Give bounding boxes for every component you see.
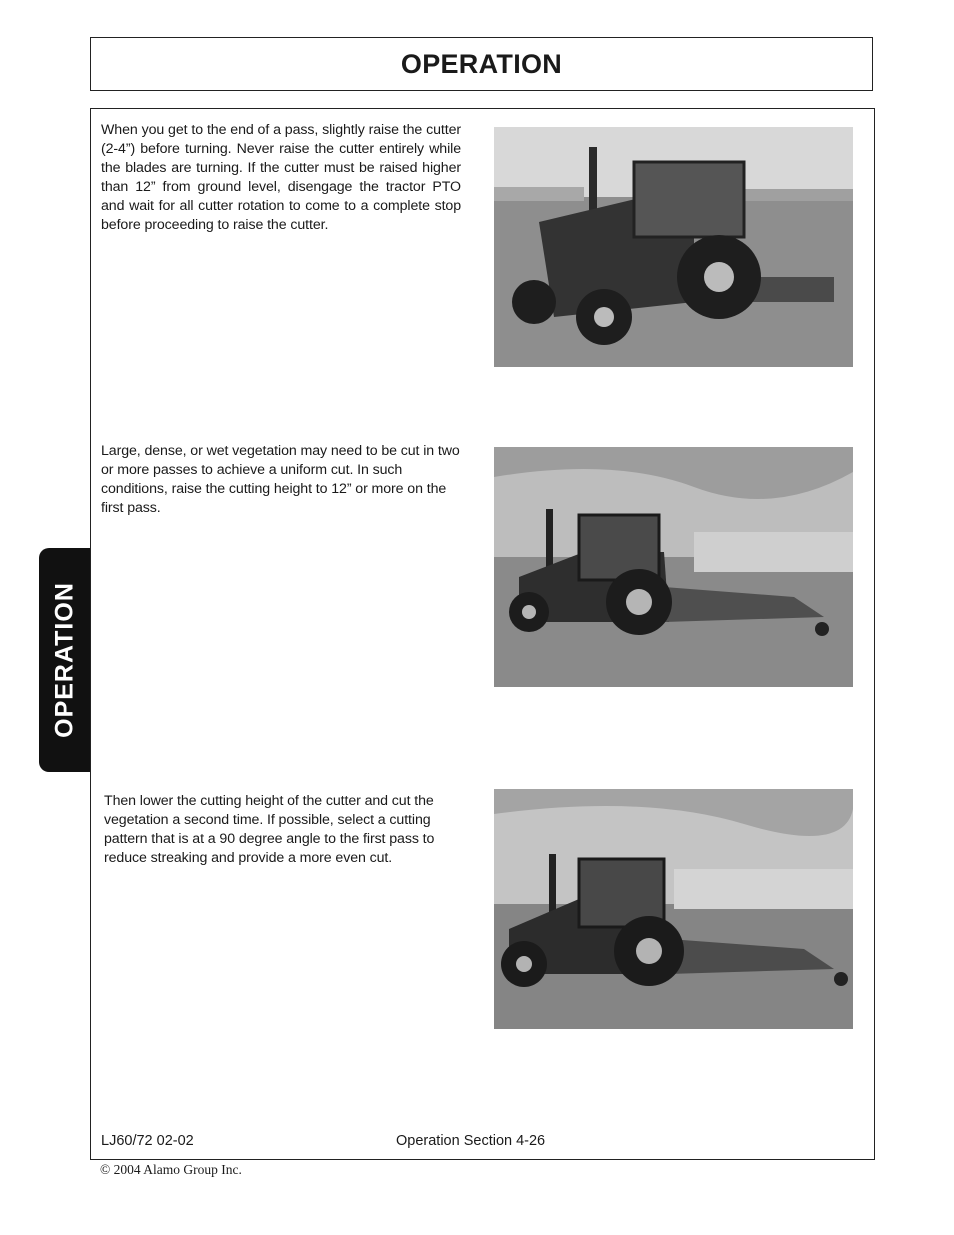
paragraph-second-pass: Then lower the cutting height of the cutter and cut the vegetation a second time. If possible, select a cutting pattern that is at a 90 degree angle to the first pass to reduce streaking and provide a more even cut.	[104, 793, 435, 866]
tractor-side-view-photo	[494, 447, 853, 687]
section-side-tab	[39, 548, 90, 772]
copyright-notice: © 2004 Alamo Group Inc.	[100, 1162, 242, 1177]
page-title: OPERATION	[400, 48, 563, 79]
tractor-turning-photo	[494, 127, 853, 367]
footer-section-page: Operation Section 4-26	[396, 1133, 546, 1149]
header-box	[90, 37, 873, 91]
content-box	[90, 108, 875, 1160]
tractor-side-view-photo-2	[494, 789, 853, 1029]
side-tab-label: OPERATION	[50, 582, 78, 738]
footer-model-code: LJ60/72 02-02	[101, 1133, 194, 1149]
paragraph-end-of-pass: When you get to the end of a pass, slightly raise the cutter (2-4”) before turning. Never raise the cutter entirely while the blades are turning. If the cutter must be raised higher than 12” from ground level, disengage the tractor PTO and wait for all cutter rotation to come to a complete stop before proceeding to raise the cutter.	[101, 122, 461, 233]
paragraph-dense-vegetation: Large, dense, or wet vegetation may need to be cut in two or more passes to achieve a uniform cut. In such conditions, raise the cutting height to 12” or more on the first pass.	[101, 443, 460, 516]
